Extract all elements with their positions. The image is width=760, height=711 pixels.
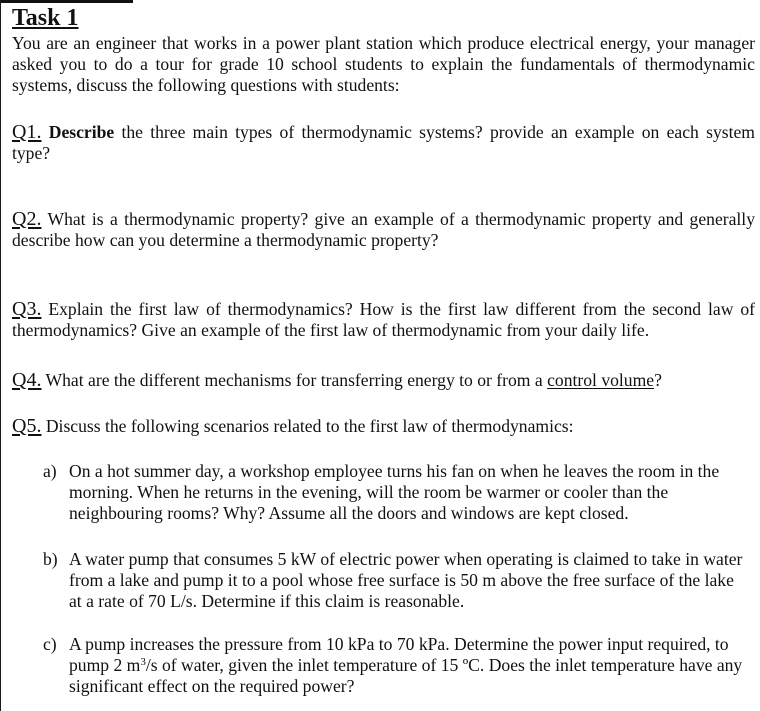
control-volume-term: control volume	[547, 370, 655, 390]
question-4-number: Q4.	[12, 369, 42, 391]
scenario-c-text	[69, 634, 743, 697]
question-3-number: Q3.	[12, 298, 42, 320]
question-2-text: What is a thermodynamic property? give an example of a thermodynamic property and generally describe how can you determine a thermodynamic property?	[12, 209, 755, 250]
scenario-a-label: a)	[43, 461, 57, 481]
question-4-end: ?	[654, 370, 662, 390]
scenario-c-text-after: /s of water, given the inlet temperature of 15 ºC. Does the inlet temperature have any significant effect on the required power?	[69, 655, 743, 696]
task-title: Task 1	[12, 5, 79, 31]
question-2	[12, 209, 755, 251]
scenario-a-text: On a hot summer day, a workshop employee turns his fan on when he leaves the room in the morning. When he returns in the evening, will the room be warmer or cooler than the neighbouring rooms? Why? Assume all the doors and windows are kept closed.	[69, 461, 720, 523]
question-1	[12, 122, 755, 164]
question-5-number: Q5.	[12, 415, 42, 437]
scenario-b-text: A water pump that consumes 5 kW of electric power when operating is claimed to take in water from a lake and pump it to a pool whose free surface is 50 m above the free surface of the lake at a rate of 70 L/s. Determine if this claim is reasonable.	[69, 549, 743, 611]
question-1-text: the three main types of thermodynamic systems? provide an example on each system type?	[12, 122, 755, 163]
question-1-number: Q1.	[12, 121, 42, 143]
question-5	[12, 416, 755, 437]
question-3	[12, 299, 755, 341]
question-3-text: Explain the first law of thermodynamics? How is the first law different from the second law of thermodynamics? Give an example of the first law of thermodynamic from your daily life.	[12, 299, 755, 340]
scenario-c	[43, 634, 743, 697]
scenario-b-label: b)	[43, 549, 58, 569]
scenario-c-superscript: 3	[140, 656, 146, 668]
question-2-number: Q2.	[12, 208, 42, 230]
scenario-c-text-before: A pump increases the pressure from 10 kPa to 70 kPa. Determine the power input required, to pump 2 m	[69, 634, 729, 675]
question-4-text: What are the different mechanisms for transferring energy to or from a	[41, 370, 548, 390]
question-1-bold-lead: Describe	[48, 122, 115, 142]
question-5-text: Discuss the following scenarios related to the first law of thermodynamics:	[41, 416, 574, 436]
scenario-b	[43, 549, 743, 612]
scenario-a	[43, 461, 743, 524]
scenario-c-label: c)	[43, 634, 57, 654]
task-intro: You are an engineer that works in a power plant station which produce electrical energy, your manager asked you to do a tour for grade 10 school students to explain the fundamentals of thermodynamic systems, discuss the following questions with students:	[12, 33, 755, 95]
question-4	[12, 370, 755, 391]
